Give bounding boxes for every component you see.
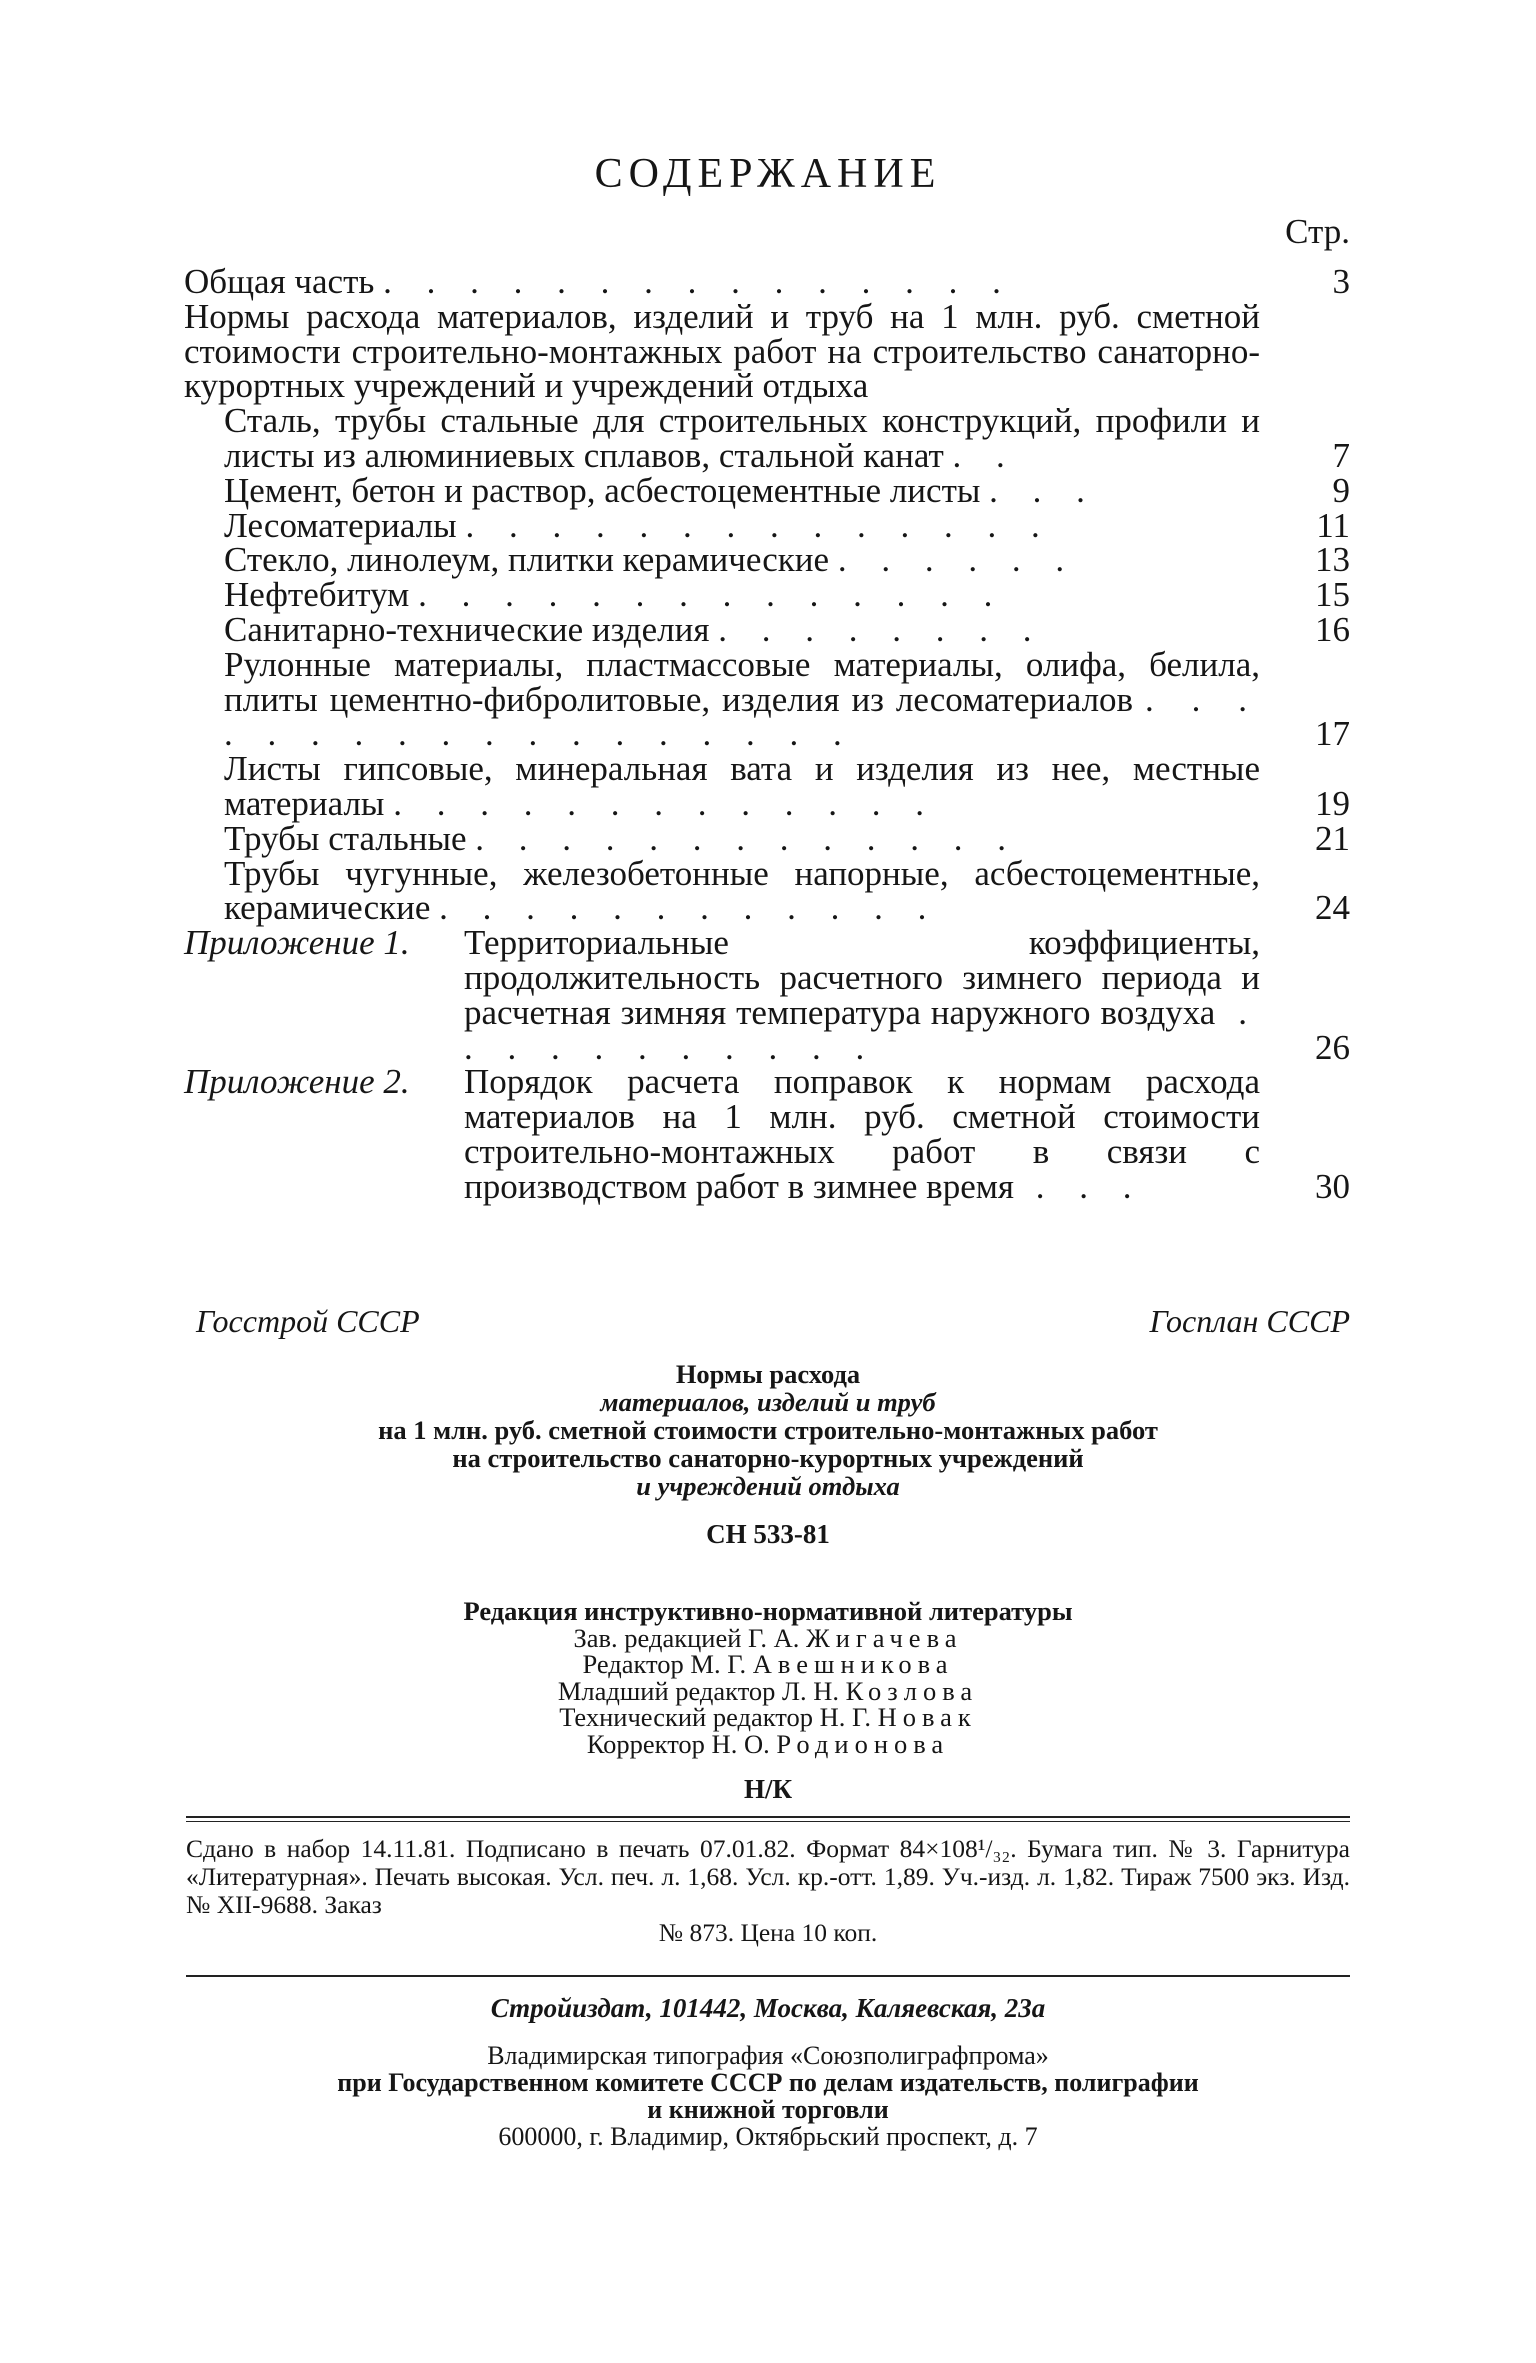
leader-dots: . . . . . .: [837, 540, 1078, 580]
toc-page-number: 11: [1316, 505, 1350, 545]
appendix-entry[interactable]: Приложение 1. Территориальные коэффициенты, продолжительность расчетного зимнего периода и расчетная зимняя температура наружного воздуха . . . . . . . . . . . 26: [184, 923, 1350, 1067]
title-line: Нормы расхода: [675, 1359, 861, 1389]
toc-entry[interactable]: Цемент, бетон и раствор, асбестоцементные листы . . . 9: [224, 470, 1350, 510]
imprint-order: № 873. Цена 10 коп.: [658, 1918, 878, 1947]
table-of-contents: [184, 262, 1350, 1206]
leader-dots: . . . . . . . . . . . . . . .: [383, 262, 1014, 301]
printer-line: при Государственном комитете СССР по делам издательств, полиграфии: [337, 2068, 1199, 2097]
book-title-block: [0, 1360, 1536, 1500]
imprint-text: Сдано в набор 14.11.81. Подписано в печать 07.01.82. Формат 84×108¹/₃₂. Бумага тип. № 3. Гарнитура «Литературная». Печать высокая. Усл. печ. л. 1,68. Усл. кр.-отт. 1,89. Уч.-изд. л. 1,82. Тираж 7500 экз. Изд. № XII-9688. Заказ: [186, 1834, 1350, 1919]
toc-page-number: 13: [1315, 540, 1350, 580]
leader-dots: . . . . . . . . . . . . .: [475, 818, 1020, 858]
divider: [186, 1821, 1350, 1822]
editorial-staff: [0, 1598, 1536, 1757]
divider: [186, 1816, 1350, 1818]
leader-dots: . . . . . . . . . . . . . .: [465, 505, 1053, 545]
toc-page-number: 9: [1332, 470, 1350, 510]
toc-page-number: 30: [1315, 1166, 1350, 1206]
leader-dots: . . . . . . . .: [718, 609, 1045, 649]
leader-dots: . . . . . . . . . . . . .: [393, 783, 937, 823]
toc-entry[interactable]: Стекло, линолеум, плитки керамические . . . . . . 13: [224, 540, 1350, 580]
staff-row: Младший редактор Л. Н. Козлова: [557, 1675, 979, 1706]
staff-name: Новак: [877, 1702, 977, 1732]
appendix-entry[interactable]: Приложение 2. Порядок расчета поправок к нормам расхода материалов на 1 млн. руб. сметной стоимости строительно-монтажных работ в связи с производством работ в зимнее время . . . 30: [184, 1062, 1350, 1206]
toc-page-number: 7: [1332, 435, 1350, 475]
toc-page-number: 26: [1315, 1027, 1350, 1067]
page-column-label: Стр.: [1285, 212, 1350, 251]
toc-page-number: 17: [1315, 714, 1350, 754]
toc-title: СОДЕРЖАНИЕ: [594, 151, 942, 197]
toc-page-number: 19: [1315, 783, 1350, 823]
staff-row: Технический редактор Н. Г. Новак: [559, 1702, 977, 1732]
toc-page-number: 16: [1315, 609, 1350, 649]
title-line: на строительство санаторно-курортных учреждений: [452, 1443, 1084, 1473]
printer-line: и книжной торговли: [647, 2095, 889, 2124]
title-line: на 1 млн. руб. сметной стоимости строительно-монтажных работ: [378, 1415, 1158, 1445]
toc-page-number: 3: [1332, 262, 1350, 301]
toc-page-number: 15: [1315, 575, 1350, 615]
leader-dots: . . .: [1014, 1166, 1145, 1206]
toc-entry[interactable]: Трубы стальные . . . . . . . . . . . . . 21: [224, 818, 1350, 858]
toc-entry[interactable]: Санитарно-технические изделия . . . . . . . . 16: [224, 609, 1350, 649]
appendix-label: Приложение 1.: [184, 923, 410, 963]
toc-entry[interactable]: Трубы чугунные, железобетонные напорные, асбестоцементные, керамические . . . . . . . . . . . . 24: [224, 853, 1350, 928]
leader-dots: . . .: [989, 470, 1098, 510]
staff-row: Корректор Н. О. Родионова: [586, 1728, 950, 1759]
title-line: и учреждений отдыха: [636, 1471, 900, 1501]
imprint-details: [186, 1835, 1350, 1947]
publisher-line: Стройиздат, 101442, Москва, Каляевская, 23а: [490, 1993, 1046, 2023]
toc-entry[interactable]: Общая часть . . . . . . . . . . . . . . . 3: [184, 262, 1350, 301]
divider: [186, 1975, 1350, 1977]
staff-row: Редактор М. Г. Авешникова: [582, 1649, 954, 1679]
staff-name: Авешникова: [752, 1649, 954, 1679]
staff-name: Козлова: [845, 1675, 979, 1706]
editorial-head: Редакция инструктивно-нормативной литературы: [463, 1596, 1073, 1626]
toc-page-number: 24: [1315, 888, 1350, 928]
title-line: материалов, изделий и труб: [600, 1387, 936, 1417]
toc-page-number: 21: [1315, 818, 1350, 858]
staff-name: Родионова: [776, 1728, 950, 1759]
printer-line: Владимирская типография «Союзполиграфпрома»: [487, 2041, 1049, 2070]
nk-mark: Н/К: [743, 1774, 793, 1804]
appendix-label: Приложение 2.: [184, 1062, 410, 1102]
leader-dots: . . . . . . . . . . .: [464, 992, 1260, 1067]
toc-entry[interactable]: Листы гипсовые, минеральная вата и изделия из нее, местные материалы . . . . . . . . . . . . . 19: [224, 749, 1350, 823]
toc-entry[interactable]: Сталь, трубы стальные для строительных конструкций, профили и листы из алюминиевых сплавов, стальной канат . . 7: [224, 401, 1350, 475]
org-gosplan: Госплан СССР: [1149, 1303, 1350, 1339]
toc-entry[interactable]: Нормы расхода материалов, изделий и труб на 1 млн. руб. сметной стоимости строительно-монтажных работ на строительство санаторно-курортных учреждений и учреждений отдыха: [184, 296, 1260, 406]
toc-entry[interactable]: Рулонные материалы, пластмассовые материалы, олифа, белила, плиты цементно-фибролитовые, изделия из лесоматериалов . . . . . . . . . . . . . . . . . . 17: [224, 644, 1350, 754]
printer-address: 600000, г. Владимир, Октябрьский проспект, д. 7: [498, 2122, 1038, 2151]
staff-name: Жигачева: [805, 1622, 963, 1653]
leader-dots: . .: [952, 435, 1018, 475]
org-gosstroy: Госстрой СССР: [196, 1303, 420, 1339]
leader-dots: . . . . . . . . . . . .: [439, 888, 940, 928]
printer-block: [0, 2042, 1536, 2150]
leader-dots: . . . . . . . . . . . . . . . . . .: [224, 679, 1261, 754]
staff-row: Зав. редакцией Г. А. Жигачева: [573, 1622, 963, 1653]
leader-dots: . . . . . . . . . . . . . .: [418, 575, 1006, 615]
toc-entry[interactable]: Лесоматериалы . . . . . . . . . . . . . . 11: [224, 505, 1350, 545]
document-code: СН 533-81: [706, 1519, 830, 1549]
toc-entry[interactable]: Нефтебитум . . . . . . . . . . . . . . 15: [224, 575, 1350, 615]
